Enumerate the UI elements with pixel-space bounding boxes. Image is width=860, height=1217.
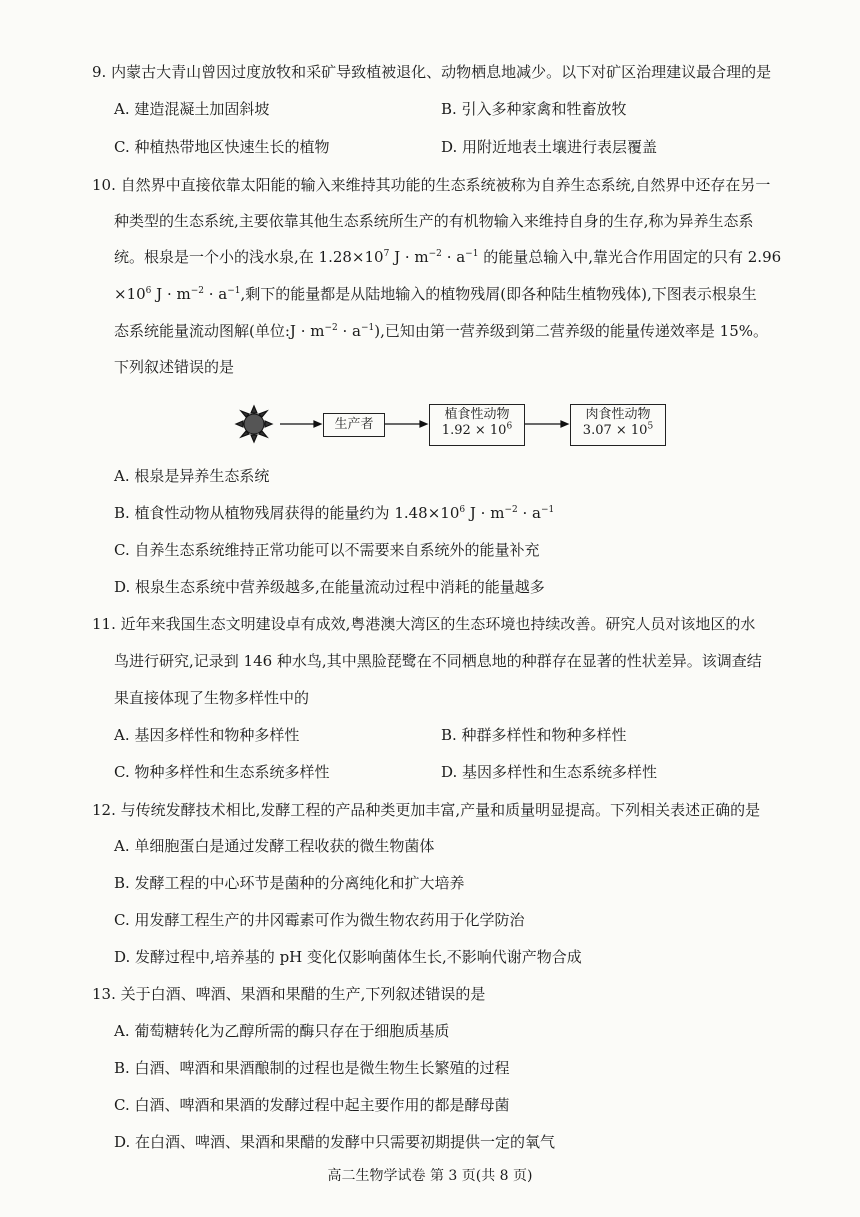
herbivore-box: 植食性动物 $1.92 \times 10^6$ (429, 404, 525, 446)
q9-stem: 9. 内蒙古大青山曾因过度放牧和采矿导致植被退化、动物栖息地减少。以下对矿区治理建议最合理的是 (92, 63, 772, 81)
q9-option-a: A. 建造混凝土加固斜坡 B. 引入多种家禽和牲畜放牧 (114, 100, 627, 118)
q10-line-5: 态系统能量流动图解(单位:J · $m^{-2} \cdot a^{-1}$),已知由第一营养级到第二营养级的能量传递效率是 15%。 (114, 322, 768, 340)
carnivore-box: 肉食性动物 $3.07 \times 10^5$ (570, 404, 666, 446)
q13-option-d: D. 在白酒、啤酒、果酒和果醋的发酵中只需要初期提供一定的氧气 (114, 1133, 556, 1151)
q11-line-1: 11. 近年来我国生态文明建设卓有成效,粤港澳大湾区的生态环境也持续改善。研究人员对该地区的水 (92, 615, 756, 633)
q12-option-b: B. 发酵工程的中心环节是菌种的分离纯化和扩大培养 (114, 874, 465, 892)
q11-option-d: D. 基因多样性和生态系统多样性 (441, 763, 658, 781)
arrow-sun-to-producer (280, 421, 321, 427)
q13-option-b: B. 白酒、啤酒和果酒酿制的过程也是微生物生长繁殖的过程 (114, 1059, 510, 1077)
arrow-producer-to-herbivore (385, 421, 427, 427)
page-footer: 高二生物学试卷 第 3 页(共 8 页) (327, 1168, 533, 1184)
q13-option-a: A. 葡萄糖转化为乙醇所需的酶只存在于细胞质基质 (114, 1022, 450, 1040)
q10-line-3: 统。根泉是一个小的浅水泉,在 $1.28\times 10^7$ $J \cdot m^{-2} \cdot a^{-1}$ 的能量总输入中,靠光合作用固定的只有 2.96 (114, 248, 782, 266)
q11-line-3: 果直接体现了生物多样性中的 (114, 689, 310, 707)
q10-option-a: A. 根泉是异养生态系统 (114, 467, 270, 485)
arrow-herbivore-to-carnivore (525, 421, 568, 427)
q13-stem: 13. 关于白酒、啤酒、果酒和果醋的生产,下列叙述错误的是 (92, 985, 486, 1003)
sun-icon (236, 406, 272, 442)
q10-option-b: B. 植食性动物从植物残屑获得的能量约为 $1.48\times 10^6$ $J \cdot m^{-2} \cdot a^{-1}$ (114, 504, 555, 522)
q12-option-d: D. 发酵过程中,培养基的 pH 变化仅影响菌体生长,不影响代谢产物合成 (114, 948, 582, 966)
q11-line-2: 鸟进行研究,记录到 146 种水鸟,其中黑脸琵鹭在不同栖息地的种群存在显著的性状差异。该调查结 (114, 652, 762, 670)
q10-line-6: 下列叙述错误的是 (114, 358, 235, 376)
q10-line-2: 种类型的生态系统,主要依靠其他生态系统所生产的有机物输入来维持自身的生存,称为异养生态系 (114, 212, 754, 230)
q12-option-c: C. 用发酵工程生产的井冈霉素可作为微生物农药用于化学防治 (114, 911, 525, 929)
q10-option-d: D. 根泉生态系统中营养级越多,在能量流动过程中消耗的能量越多 (114, 578, 545, 596)
q10-line-4: $\times 10^6$ $J \cdot m^{-2} \cdot a^{-1}$,剩下的能量都是从陆地输入的植物残屑(即各种陆生植物残体),下图表示根泉生 (114, 285, 757, 303)
q9-option-d: D. 用附近地表土壤进行表层覆盖 (441, 138, 658, 156)
q12-stem: 12. 与传统发酵技术相比,发酵工程的产品种类更加丰富,产量和质量明显提高。下列相关表述正确的是 (92, 801, 761, 819)
q12-option-a: A. 单细胞蛋白是通过发酵工程收获的微生物菌体 (114, 837, 435, 855)
q10-line-1: 10. 自然界中直接依靠太阳能的输入来维持其功能的生态系统被称为自养生态系统,自然界中还存在另一 (92, 176, 771, 194)
q13-option-c: C. 白酒、啤酒和果酒的发酵过程中起主要作用的都是酵母菌 (114, 1096, 510, 1114)
q11-option-b: B. 种群多样性和物种多样性 (441, 726, 627, 744)
q9-option-b: B. 引入多种家禽和牲畜放牧 (441, 100, 627, 118)
q11-option-a: A. 基因多样性和物种多样性 B. 种群多样性和物种多样性 (114, 726, 627, 744)
producer-box: 生产者 (323, 413, 385, 437)
q10-option-c: C. 自养生态系统维持正常功能可以不需要来自系统外的能量补充 (114, 541, 540, 559)
q11-option-c: C. 物种多样性和生态系统多样性 D. 基因多样性和生态系统多样性 (114, 763, 658, 781)
q9-option-c: C. 种植热带地区快速生长的植物 D. 用附近地表土壤进行表层覆盖 (114, 138, 658, 156)
energy-flow-diagram (226, 402, 686, 450)
